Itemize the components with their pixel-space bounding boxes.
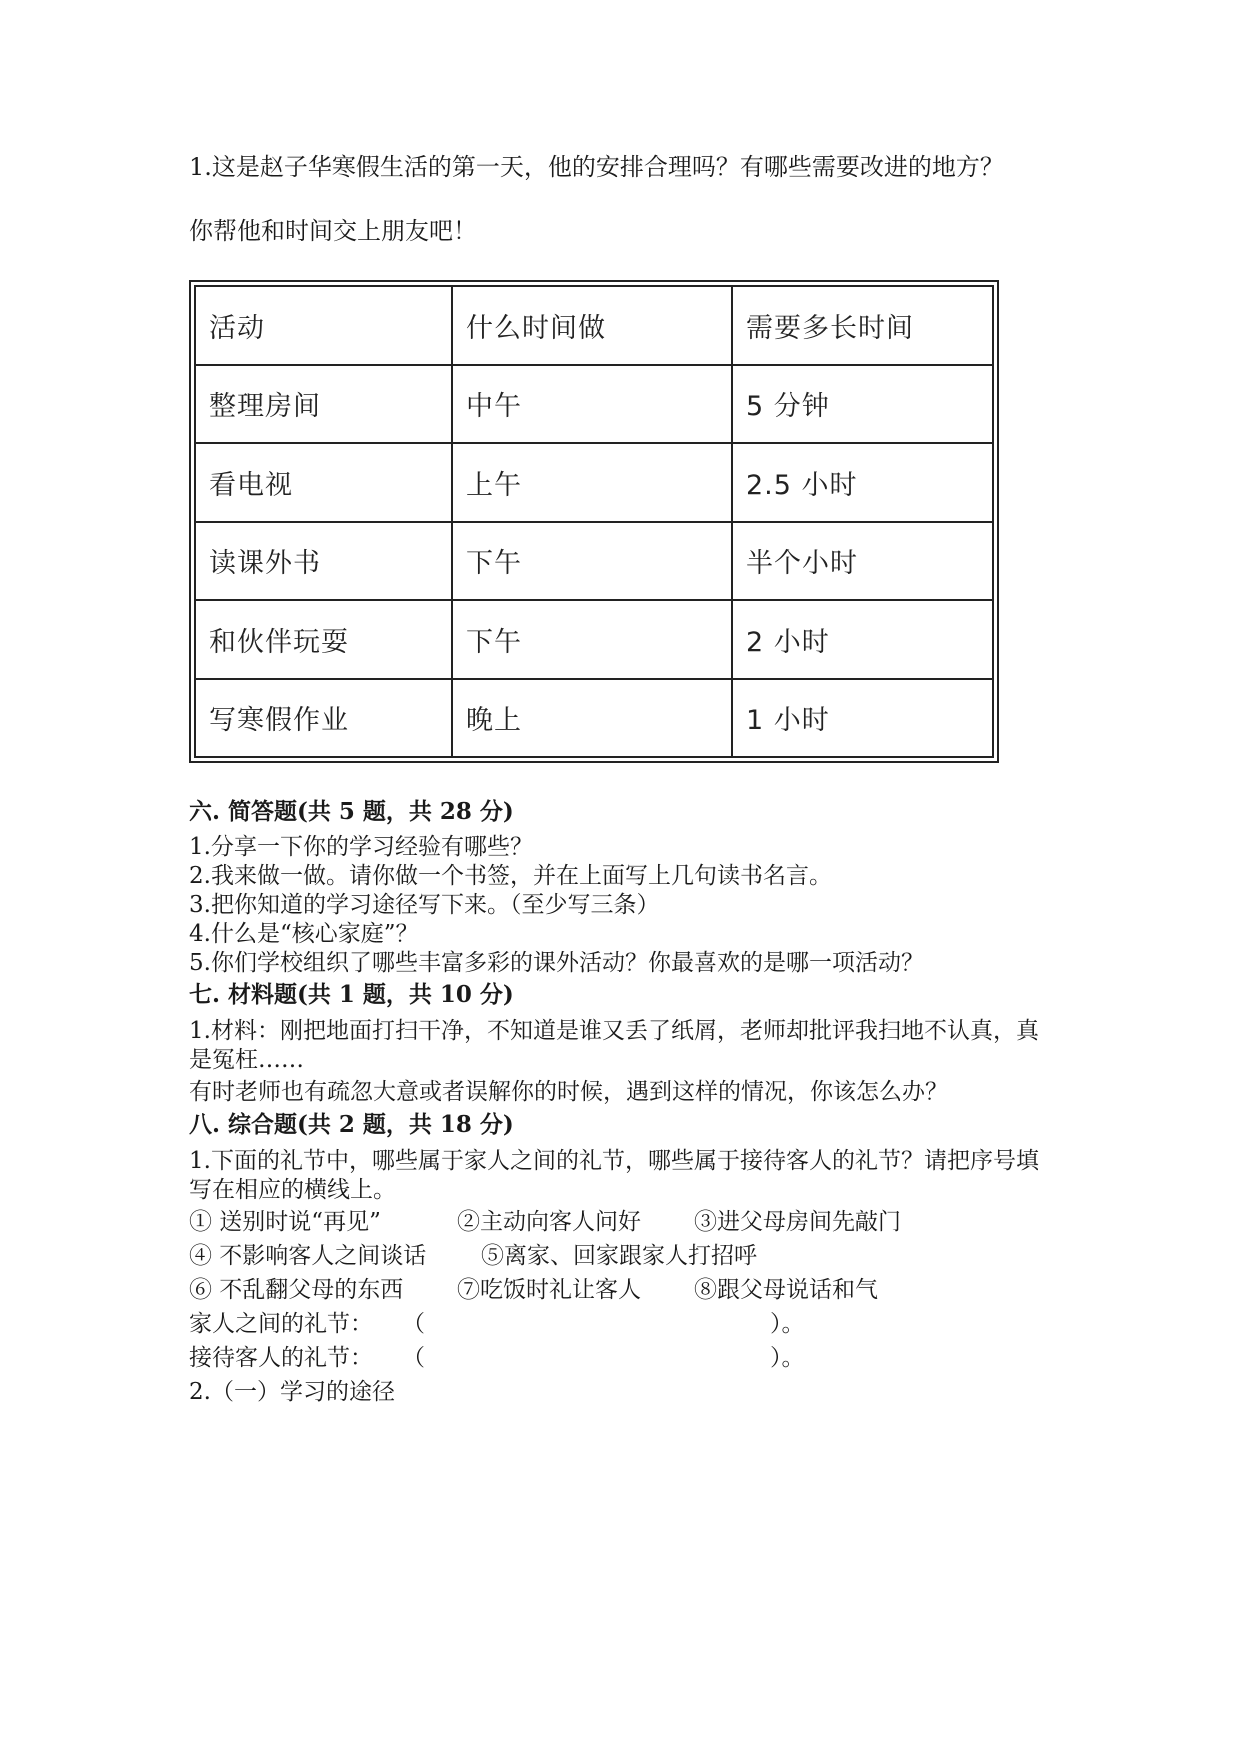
section-8-question-1: 1.下面的礼节中，哪些属于家人之间的礼节，哪些属于接待客人的礼节？请把序号填写在相应的横线上。 [189,1148,1039,1203]
guest-etiquette-label: 接待客人的礼节： [189,1345,373,1371]
question-1-line-1: 1.这是赵子华寒假生活的第一天，他的安排合理吗？有哪些需要改进的地方？ [189,153,1004,181]
header-cell: 什么时间做 [452,286,732,365]
question-1-line-2: 你帮他和时间交上朋友吧！ [189,217,477,245]
section-6-heading: 六. 简答题(共 5 题，共 28 分) [189,798,514,825]
guest-etiquette-paren-open: （ [402,1345,425,1371]
table-row [195,522,993,601]
activity-cell: 和伙伴玩耍 [195,600,452,679]
option-item: ⑥ 不乱翻父母的东西 [189,1277,404,1303]
section-6-question-2: 2.我来做一做。请你做一个书签，并在上面写上几句读书名言。 [189,863,832,889]
option-item: ②主动向客人问好 [457,1209,641,1235]
family-etiquette-paren-open: （ [402,1311,425,1337]
time-cell: 上午 [452,443,732,522]
section-8-heading: 八. 综合题(共 2 题，共 18 分) [189,1111,514,1138]
duration-cell: 1 小时 [732,679,993,758]
option-item: ⑦吃饭时礼让客人 [457,1277,641,1303]
option-item: ④ 不影响客人之间谈话 [189,1243,427,1269]
duration-cell: 2 小时 [732,600,993,679]
guest-etiquette-paren-close: ）。 [770,1345,805,1371]
duration-cell: 半个小时 [732,522,993,601]
option-item: ① 送别时说“再见” [189,1209,381,1235]
section-7-material: 1.材料：刚把地面打扫干净，不知道是谁又丢了纸屑，老师却批评我扫地不认真，真是冤枉…… [189,1018,1039,1073]
option-item: ⑤离家、回家跟家人打招呼 [481,1243,757,1269]
section-6-question-3: 3.把你知道的学习途径写下来。（至少写三条） [189,892,660,918]
section-8-question-2: 2.（一）学习的途径 [189,1379,395,1405]
header-cell: 需要多长时间 [732,286,993,365]
duration-cell: 5 分钟 [732,365,993,444]
option-item: ③进父母房间先敲门 [694,1209,901,1235]
activity-cell: 写寒假作业 [195,679,452,758]
activity-cell: 整理房间 [195,365,452,444]
schedule-table [189,280,999,763]
table-row [195,600,993,679]
time-cell: 晚上 [452,679,732,758]
table-row [195,443,993,522]
option-item: ⑧跟父母说话和气 [694,1277,878,1303]
section-6-question-5: 5.你们学校组织了哪些丰富多彩的课外活动？你最喜欢的是哪一项活动？ [189,950,924,976]
table-header-row [195,286,993,365]
family-etiquette-paren-close: ）。 [770,1311,805,1337]
time-cell: 下午 [452,600,732,679]
table-row [195,679,993,758]
family-etiquette-label: 家人之间的礼节： [189,1311,373,1337]
header-cell: 活动 [195,286,452,365]
table-row [195,365,993,444]
section-6-question-1: 1.分享一下你的学习经验有哪些？ [189,834,533,860]
time-cell: 中午 [452,365,732,444]
activity-cell: 看电视 [195,443,452,522]
activity-cell: 读课外书 [195,522,452,601]
section-6-question-4: 4.什么是“核心家庭”？ [189,921,419,947]
time-cell: 下午 [452,522,732,601]
section-7-heading: 七. 材料题(共 1 题，共 10 分) [189,981,514,1008]
section-7-question: 有时老师也有疏忽大意或者误解你的时候，遇到这样的情况，你该怎么办？ [189,1079,948,1105]
duration-cell: 2.5 小时 [732,443,993,522]
